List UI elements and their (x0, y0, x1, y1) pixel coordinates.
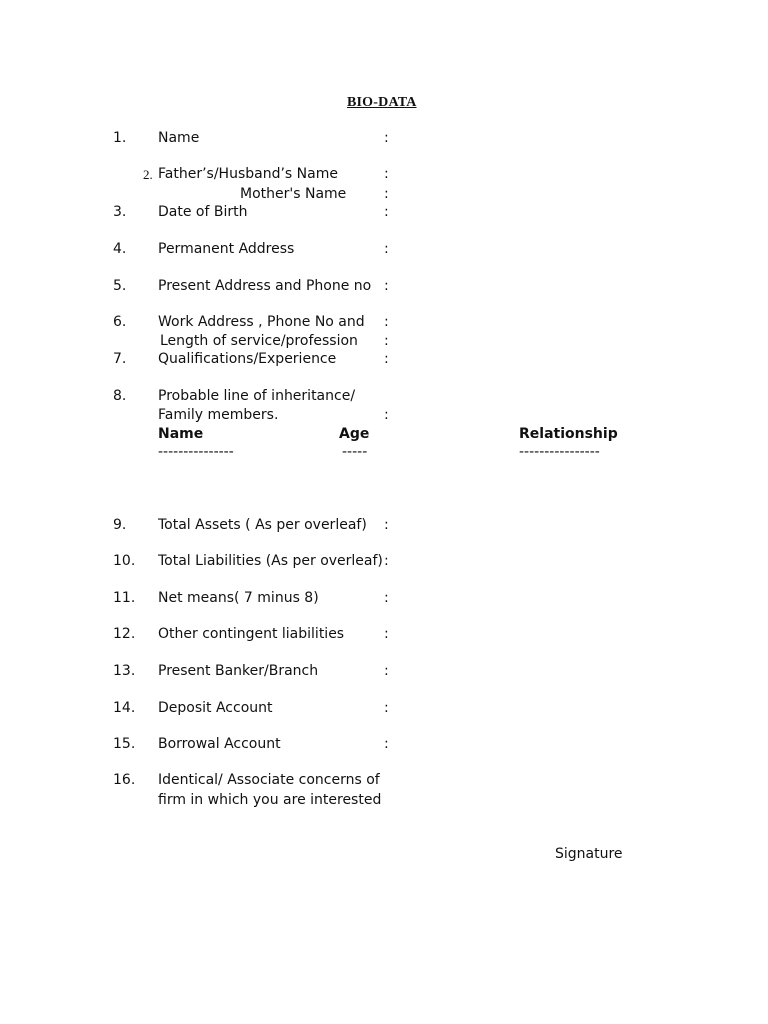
item-number: 4. (113, 241, 127, 257)
item-number: 5. (113, 278, 127, 294)
colon: : (384, 407, 389, 423)
colon: : (384, 700, 389, 716)
family-table-dashes-relationship: ---------------- (519, 444, 600, 460)
item-label-inheritance: Probable line of inheritance/ (158, 388, 356, 404)
colon: : (384, 553, 389, 569)
item-number: 7. (113, 351, 127, 367)
item-label-contingent-liabilities: Other contingent liabilities (158, 626, 345, 642)
item-label-family-members: Family members. (158, 407, 279, 423)
colon: : (384, 626, 389, 642)
page-title: BIO-DATA (347, 95, 417, 110)
item-label-permanent-address: Permanent Address (158, 241, 295, 257)
colon: : (384, 130, 389, 146)
colon: : (384, 278, 389, 294)
colon: : (384, 166, 389, 182)
item-number: 12. (113, 626, 136, 642)
item-number: 15. (113, 736, 136, 752)
colon: : (384, 186, 389, 202)
item-label-length-of-service: Length of service/profession (160, 333, 358, 349)
item-label-net-means: Net means( 7 minus 8) (158, 590, 319, 606)
item-label-borrowal-account: Borrowal Account (158, 736, 281, 752)
family-table-header-name: Name (158, 426, 204, 442)
item-number: 13. (113, 663, 136, 679)
item-number: 10. (113, 553, 136, 569)
colon: : (384, 204, 389, 220)
colon: : (384, 517, 389, 533)
item-label-name: Name (158, 130, 200, 146)
colon: : (384, 314, 389, 330)
item-label-father-husband-name: Father’s/Husband’s Name (158, 166, 338, 182)
family-table-dashes-age: ----- (342, 444, 368, 460)
colon: : (384, 241, 389, 257)
item-label-mother-name: Mother's Name (240, 186, 347, 202)
colon: : (384, 590, 389, 606)
item-label-present-address: Present Address and Phone no (158, 278, 372, 294)
signature-label: Signature (555, 846, 623, 862)
colon: : (384, 663, 389, 679)
item-label-total-assets: Total Assets ( As per overleaf) (158, 517, 367, 533)
colon: : (384, 333, 389, 349)
family-table-header-relationship: Relationship (519, 426, 618, 442)
item-label-deposit-account: Deposit Account (158, 700, 273, 716)
item-number: 8. (113, 388, 127, 404)
item-number: 2. (143, 167, 153, 182)
item-number: 3. (113, 204, 127, 220)
family-table-header-age: Age (339, 426, 370, 442)
item-number: 16. (113, 772, 136, 788)
item-label-associate-concerns-line2: firm in which you are interested (158, 792, 382, 808)
family-table-dashes-name: --------------- (158, 444, 234, 460)
item-label-present-banker: Present Banker/Branch (158, 663, 319, 679)
item-number: 1. (113, 130, 127, 146)
colon: : (384, 736, 389, 752)
item-number: 6. (113, 314, 127, 330)
item-label-total-liabilities: Total Liabilities (As per overleaf) (158, 553, 383, 569)
item-label-associate-concerns: Identical/ Associate concerns of (158, 772, 380, 788)
item-number: 14. (113, 700, 136, 716)
item-label-work-address: Work Address , Phone No and (158, 314, 365, 330)
item-label-date-of-birth: Date of Birth (158, 204, 248, 220)
colon: : (384, 351, 389, 367)
item-label-qualifications: Qualifications/Experience (158, 351, 337, 367)
item-number: 9. (113, 517, 127, 533)
item-number: 11. (113, 590, 136, 606)
